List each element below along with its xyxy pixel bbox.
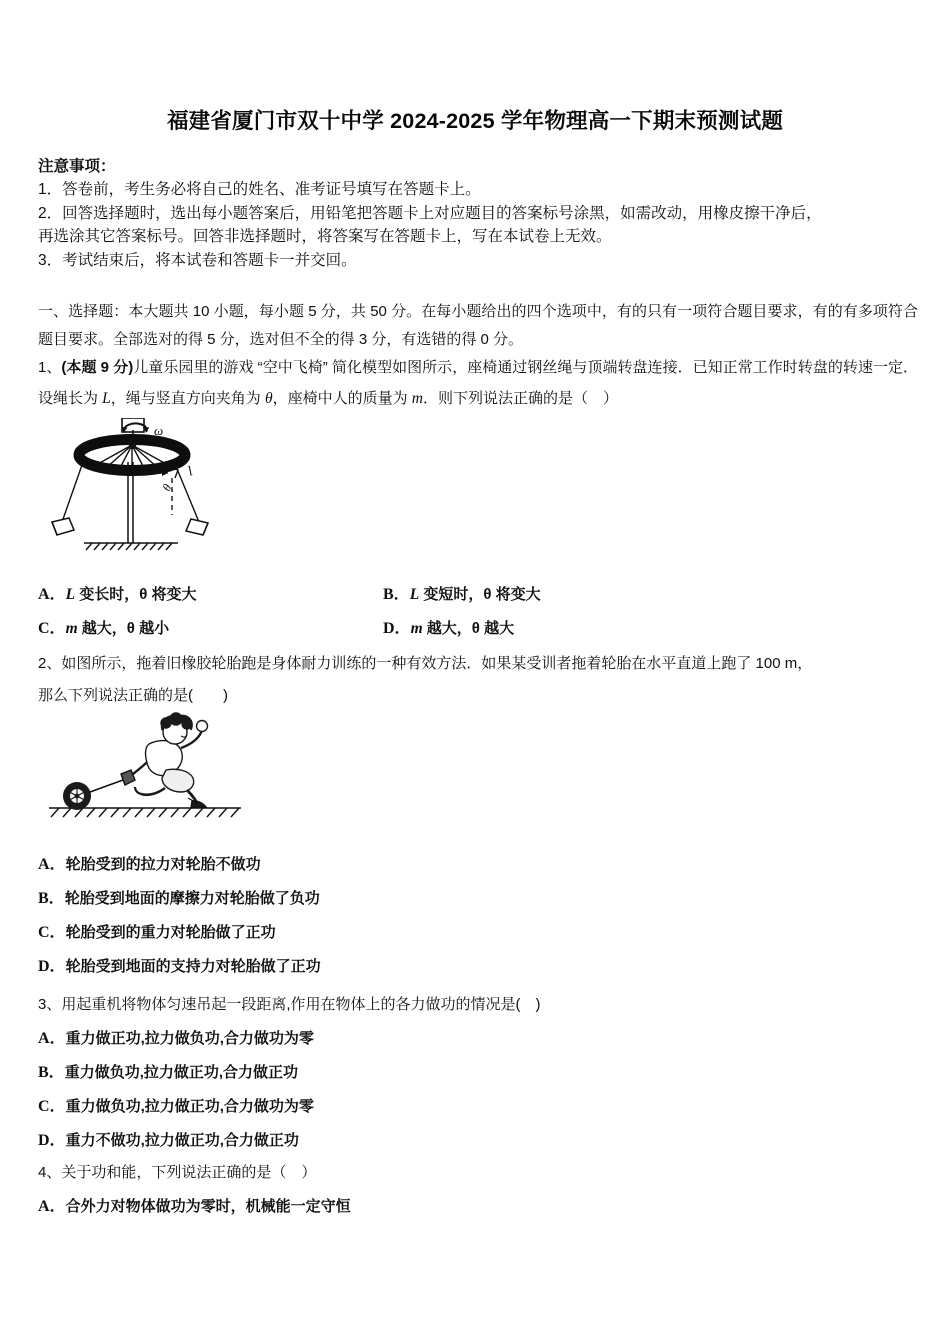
option-b-letter: B． (38, 890, 65, 907)
option-c-letter: C． (38, 620, 66, 637)
option-d-letter: D． (383, 620, 411, 637)
question-1-number: 1、 (38, 359, 62, 376)
question-1-stem (38, 352, 918, 414)
question-3-stem (38, 990, 918, 1020)
question-4 (38, 1158, 918, 1188)
swing-ride-svg (44, 418, 274, 563)
question-1-option-b[interactable] (378, 578, 918, 612)
question-4-stem-text: 关于功和能，下列说法正确的是（ ） (61, 1164, 317, 1181)
tow-rope (90, 780, 123, 792)
notice-line-4: 3．考试结束后，将本试卷和答题卡一并交回。 (38, 251, 357, 269)
option-a-text: 合外力对物体做功为零时，机械能一定守恒 (65, 1198, 351, 1215)
question-2-stem-line2: 那么下列说法正确的是( ) (38, 687, 228, 704)
question-1-stem-part3: ，座椅中人的质量为 (272, 390, 412, 407)
runner-tire-svg (45, 708, 260, 833)
option-d-letter: D． (38, 958, 66, 975)
question-2-option-b[interactable] (38, 882, 918, 916)
question-2-options (38, 848, 918, 984)
option-a-letter: A． (38, 1030, 66, 1047)
runner-figure (121, 713, 208, 808)
question-1-option-d[interactable] (378, 612, 918, 646)
question-4-option-a[interactable] (38, 1190, 918, 1224)
option-b-text: 轮胎受到地面的摩擦力对轮胎做了负功 (64, 890, 320, 907)
option-d-text: 重力不做功,拉力做正功,合力做正功 (65, 1132, 299, 1149)
tire-icon (63, 782, 91, 810)
question-3-option-b[interactable] (38, 1056, 918, 1090)
option-b-var: L (409, 586, 420, 603)
option-a-text: 变长时，θ 将变大 (75, 586, 197, 603)
option-c-letter: C． (38, 924, 66, 941)
notice-block (38, 155, 918, 272)
right-seat (186, 519, 208, 535)
question-1-stem-part4: ．则下列说法正确的是（ ） (422, 390, 618, 407)
option-a-letter: A． (38, 856, 66, 873)
question-3-option-a[interactable] (38, 1022, 918, 1056)
option-b-letter: B． (383, 586, 410, 603)
question-1-var-theta: θ (264, 390, 273, 407)
question-4-options (38, 1190, 918, 1224)
question-1-stem-part1: 儿童乐园里的游戏 “空中飞椅” 简化模型如图所示，座椅通过钢丝绳与顶端转盘连接．已知正常工作时转盘的转速一定．设绳长为 (38, 359, 918, 407)
option-d-var: m (410, 620, 423, 637)
option-a-var: L (65, 586, 76, 603)
option-a-text: 轮胎受到的拉力对轮胎不做功 (65, 856, 261, 873)
option-d-text: 越大，θ 越大 (422, 620, 515, 637)
question-4-stem (38, 1158, 918, 1188)
question-1-var-m: m (411, 390, 423, 407)
swing-ride-figure (44, 418, 274, 563)
option-a-text: 重力做正功,拉力做负功,合力做功为零 (65, 1030, 314, 1047)
question-3-options (38, 1022, 918, 1158)
question-3 (38, 990, 918, 1020)
option-c-text: 轮胎受到的重力对轮胎做了正功 (65, 924, 276, 941)
notice-heading: 注意事项： (38, 158, 116, 175)
question-1-stem-part2: ，绳与竖直方向夹角为 (110, 390, 265, 407)
ground-hatching (84, 543, 178, 550)
left-seat (52, 518, 74, 535)
option-b-text: 变短时，θ 将变大 (419, 586, 541, 603)
question-2-option-d[interactable] (38, 950, 918, 984)
option-b-text: 重力做负功,拉力做正功,合力做正功 (64, 1064, 299, 1081)
option-c-var: m (65, 620, 78, 637)
option-b-letter: B． (38, 1064, 65, 1081)
question-3-stem-text: 用起重机将物体匀速吊起一段距离,作用在物体上的各力做功的情况是( ) (61, 996, 541, 1013)
section-heading: 一、选择题：本大题共 10 小题，每小题 5 分，共 50 分。在每小题给出的四个选项中，有的只有一项符合题目要求，有的有多项符合题目要求。全部选对的得 5 分，选对但不全的得 3 分，有选错的得 0 分。 (38, 303, 918, 348)
omega-label: ω (154, 423, 164, 438)
question-1-option-a[interactable] (38, 578, 378, 612)
question-1-options (38, 578, 918, 646)
option-a-letter: A． (38, 586, 66, 603)
rope-length-label: l (185, 464, 196, 480)
question-3-number: 3、 (38, 996, 62, 1013)
left-swing (52, 465, 82, 535)
notice-line-3: 再选涂其它答案标号。回答非选择题时，将答案写在答题卡上，写在本试卷上无效。 (38, 228, 612, 245)
option-d-letter: D． (38, 1132, 66, 1149)
question-1 (38, 352, 918, 414)
question-2 (38, 648, 918, 712)
option-c-letter: C． (38, 1098, 66, 1115)
question-2-stem (38, 648, 918, 680)
question-1-score-tag: (本题 9 分) (61, 359, 134, 376)
notice-line-1: 1．答卷前，考生务必将自己的姓名、准考证号填写在答题卡上。 (38, 181, 481, 198)
question-2-number: 2、 (38, 655, 62, 672)
question-1-var-L: L (102, 390, 111, 407)
question-2-option-c[interactable] (38, 916, 918, 950)
option-c-text: 越大，θ 越小 (77, 620, 170, 637)
question-3-option-c[interactable] (38, 1090, 918, 1124)
option-a-letter: A． (38, 1198, 66, 1215)
theta-label: θ (159, 481, 175, 494)
option-d-text: 轮胎受到地面的支持力对轮胎做了正功 (65, 958, 321, 975)
question-2-option-a[interactable] (38, 848, 918, 882)
notice-line-2: 2．回答选择题时，选出每小题答案后，用铅笔把答题卡上对应题目的答案标号涂黑，如需改动，用橡皮擦干净后， (38, 204, 822, 222)
question-3-option-d[interactable] (38, 1124, 918, 1158)
question-1-option-c[interactable] (38, 612, 378, 646)
page-title: 福建省厦门市双十中学 2024-2025 学年物理高一下期末预测试题 (166, 109, 784, 133)
runner-tire-figure (45, 708, 260, 833)
question-2-stem-line1: 如图所示，拖着旧橡胶轮胎跑是身体耐力训练的一种有效方法．如果某受训者拖着轮胎在水平直道上跑了 100 m， (61, 655, 813, 672)
option-c-text: 重力做负功,拉力做正功,合力做功为零 (65, 1098, 314, 1115)
question-4-number: 4、 (38, 1164, 62, 1181)
